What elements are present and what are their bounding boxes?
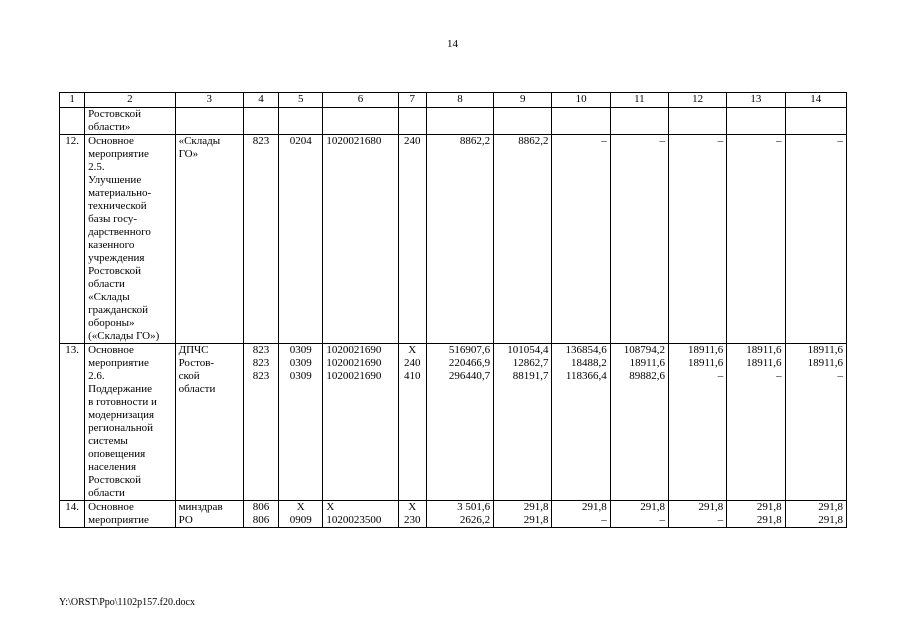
cell-line: системы	[88, 435, 128, 447]
cell-line: Основное	[88, 135, 134, 147]
budget-table	[59, 92, 847, 528]
value-cell	[243, 344, 278, 501]
cell-line: 2.5.	[88, 161, 105, 173]
cell-line: 291,8	[523, 514, 549, 526]
cell-line	[179, 108, 240, 121]
cell-line: 1020021690	[326, 344, 382, 356]
cell-line: в готовности и	[88, 396, 157, 408]
cell-line	[247, 108, 275, 121]
value-cell	[279, 135, 323, 344]
cell-line: обороны»	[88, 317, 135, 329]
column-number-header: 6	[323, 93, 398, 108]
cell-line: –	[776, 370, 782, 382]
value-cell	[323, 135, 398, 344]
cell-line: 291,8	[523, 501, 549, 513]
cell-line: дарственного	[88, 226, 151, 238]
cell-line: области»	[88, 121, 131, 133]
column-number-header: 8	[426, 93, 493, 108]
column-number-header: 14	[785, 93, 846, 108]
cell-line: 136854,6	[565, 344, 607, 356]
column-number-header: 5	[279, 93, 323, 108]
cell-line: Ростовской	[88, 265, 141, 277]
executor-cell	[175, 344, 243, 501]
cell-line: 3 501,6	[457, 501, 491, 513]
value-cell	[552, 344, 610, 501]
value-cell	[552, 501, 610, 528]
cell-line: 1020023500	[326, 514, 382, 526]
cell-line: ской	[178, 370, 200, 382]
table-row	[60, 108, 847, 135]
cell-line	[326, 108, 394, 121]
cell-line: («Склады ГО»)	[88, 330, 160, 342]
cell-line: 18911,6	[807, 344, 843, 356]
table-row	[60, 135, 847, 344]
cell-line: 823	[252, 344, 270, 356]
cell-line: 1020021690	[326, 357, 382, 369]
value-cell	[279, 501, 323, 528]
cell-line: 410	[404, 370, 421, 382]
row-number-cell	[60, 108, 85, 135]
cell-line: населения	[88, 461, 136, 473]
cell-line: 291,8	[818, 501, 843, 513]
cell-line: 18911,6	[687, 344, 724, 356]
column-number-header: 4	[243, 93, 278, 108]
cell-line: 291,8	[818, 514, 843, 526]
value-cell	[610, 108, 668, 135]
cell-line: 2626,2	[459, 514, 491, 526]
value-cell	[243, 108, 278, 135]
column-number-header: 7	[398, 93, 426, 108]
cell-line: 0204	[289, 135, 312, 147]
cell-line	[730, 108, 781, 121]
column-number-header: 9	[494, 93, 552, 108]
value-cell	[785, 135, 846, 344]
cell-line: 823	[252, 370, 270, 382]
cell-line: 1020021680	[326, 135, 382, 147]
measure-name-cell	[85, 501, 175, 528]
value-cell	[785, 108, 846, 135]
cell-line: мероприятие	[88, 357, 149, 369]
cell-line	[430, 108, 490, 121]
value-cell	[323, 108, 398, 135]
value-cell	[727, 501, 785, 528]
cell-line: оповещения	[88, 448, 146, 460]
cell-line: 89882,6	[629, 370, 665, 382]
value-cell	[494, 501, 552, 528]
cell-line: базы госу-	[88, 213, 138, 225]
cell-line: 230	[404, 514, 421, 526]
cell-line: –	[776, 135, 782, 147]
value-cell	[669, 135, 727, 344]
cell-line: Х	[296, 501, 305, 513]
cell-line: 0309	[289, 344, 312, 356]
cell-line: –	[717, 514, 724, 526]
executor-cell	[175, 108, 243, 135]
value-cell	[785, 501, 846, 528]
value-cell	[552, 135, 610, 344]
cell-line: 88191,7	[512, 370, 549, 382]
value-cell	[426, 108, 493, 135]
measure-name-cell	[85, 135, 175, 344]
cell-line: региональной	[88, 422, 154, 434]
cell-line	[497, 108, 548, 121]
value-cell	[323, 501, 398, 528]
cell-line: 0309	[289, 357, 312, 369]
cell-line: 823	[252, 135, 270, 147]
value-cell	[494, 135, 552, 344]
cell-line: 806	[252, 514, 270, 526]
value-cell	[426, 344, 493, 501]
cell-line: мероприятие	[88, 148, 149, 160]
value-cell	[610, 344, 668, 501]
cell-line: –	[837, 135, 843, 147]
cell-line: 0309	[289, 370, 312, 382]
cell-line: 0909	[289, 514, 312, 526]
value-cell	[243, 501, 278, 528]
cell-line: 18911,6	[687, 357, 724, 369]
cell-line	[555, 108, 606, 121]
cell-line: мероприятие	[88, 514, 149, 526]
cell-line: 8862,2	[459, 135, 491, 147]
cell-line: 291,8	[698, 501, 724, 513]
cell-line: 240	[404, 357, 421, 369]
cell-line: казенного	[88, 239, 135, 251]
value-cell	[426, 501, 493, 528]
cell-line: 516907,6	[448, 344, 491, 356]
cell-line	[282, 108, 319, 121]
table-row	[60, 501, 847, 528]
cell-line: модернизация	[88, 409, 155, 421]
cell-line: «Склады	[178, 135, 221, 147]
cell-line: 220466,9	[448, 357, 491, 369]
cell-line: 101054,4	[507, 344, 549, 356]
cell-line: 12862,7	[512, 357, 549, 369]
value-cell	[610, 501, 668, 528]
cell-line: –	[601, 135, 607, 147]
cell-line: 118366,4	[565, 370, 607, 382]
row-number-cell: 14.	[60, 501, 85, 528]
value-cell	[785, 344, 846, 501]
cell-line: Ростовской	[88, 108, 141, 120]
cell-line: 823	[252, 357, 270, 369]
value-cell	[398, 135, 426, 344]
value-cell	[323, 344, 398, 501]
cell-line: ГО»	[178, 148, 199, 160]
cell-line: Основное	[88, 344, 134, 356]
table-row	[60, 344, 847, 501]
cell-line: технической	[88, 200, 147, 212]
cell-line: –	[837, 370, 843, 382]
cell-line: ДПЧС	[178, 344, 209, 356]
cell-line: учреждения	[88, 252, 145, 264]
value-cell	[398, 501, 426, 528]
column-number-header: 3	[175, 93, 243, 108]
cell-line: 2.6.	[88, 370, 105, 382]
cell-line: гражданской	[88, 304, 149, 316]
value-cell	[398, 344, 426, 501]
cell-line: –	[659, 135, 665, 147]
row-number-cell: 12.	[60, 135, 85, 344]
column-number-header: 11	[610, 93, 668, 108]
cell-line: 291,8	[756, 514, 782, 526]
cell-line: области	[88, 487, 125, 499]
value-cell	[243, 135, 278, 344]
cell-line: –	[601, 514, 607, 526]
cell-line: –	[659, 514, 665, 526]
value-cell	[426, 135, 493, 344]
cell-line: 18911,6	[746, 344, 782, 356]
cell-line: минздрав	[178, 501, 223, 513]
value-cell	[494, 108, 552, 135]
value-cell	[494, 344, 552, 501]
cell-line: Х	[326, 501, 335, 513]
cell-line: 108794,2	[623, 344, 665, 356]
value-cell	[552, 108, 610, 135]
cell-line: 1020021690	[326, 370, 382, 382]
cell-line: Основное	[88, 501, 134, 513]
value-cell	[727, 344, 785, 501]
value-cell	[610, 135, 668, 344]
cell-line: 806	[252, 501, 270, 513]
row-number-cell: 13.	[60, 344, 85, 501]
value-cell	[398, 108, 426, 135]
cell-line: 18488,2	[570, 357, 607, 369]
cell-line: 291,8	[581, 501, 607, 513]
cell-line: Улучшение	[88, 174, 142, 186]
value-cell	[279, 344, 323, 501]
column-number-header: 12	[669, 93, 727, 108]
cell-line: области	[178, 383, 216, 395]
table-header-row	[60, 93, 847, 108]
cell-line	[789, 108, 843, 121]
cell-line: РО	[178, 514, 193, 526]
measure-name-cell	[85, 108, 175, 135]
cell-line: 296440,7	[448, 370, 491, 382]
cell-line: 291,8	[756, 501, 782, 513]
cell-line: 8862,2	[518, 135, 549, 147]
column-number-header: 10	[552, 93, 610, 108]
cell-line	[614, 108, 665, 121]
cell-line: «Склады	[88, 291, 130, 303]
value-cell	[279, 108, 323, 135]
cell-line: Ростовской	[88, 474, 141, 486]
column-number-header: 2	[85, 93, 175, 108]
measure-name-cell	[85, 344, 175, 501]
executor-cell	[175, 135, 243, 344]
page-number: 14	[447, 38, 458, 50]
cell-line: 18911,6	[629, 357, 665, 369]
column-number-header: 13	[727, 93, 785, 108]
cell-line: области	[88, 278, 125, 290]
value-cell	[669, 108, 727, 135]
cell-line: Поддержание	[88, 383, 152, 395]
value-cell	[669, 344, 727, 501]
cell-line: 18911,6	[807, 357, 843, 369]
value-cell	[727, 108, 785, 135]
column-number-header: 1	[60, 93, 85, 108]
cell-line: –	[717, 135, 724, 147]
cell-line: 291,8	[640, 501, 665, 513]
cell-line: Ростов-	[178, 357, 215, 369]
executor-cell	[175, 501, 243, 528]
cell-line: Х	[408, 344, 417, 356]
cell-line: 18911,6	[746, 357, 782, 369]
value-cell	[669, 501, 727, 528]
cell-line: –	[717, 370, 724, 382]
cell-line: 240	[404, 135, 421, 147]
cell-line	[402, 108, 423, 121]
file-path-footer: Y:\ORST\Ppo\1102p157.f20.docx	[59, 597, 195, 608]
cell-line: материально-	[88, 187, 152, 199]
cell-line: Х	[408, 501, 417, 513]
cell-line	[672, 108, 723, 121]
value-cell	[727, 135, 785, 344]
